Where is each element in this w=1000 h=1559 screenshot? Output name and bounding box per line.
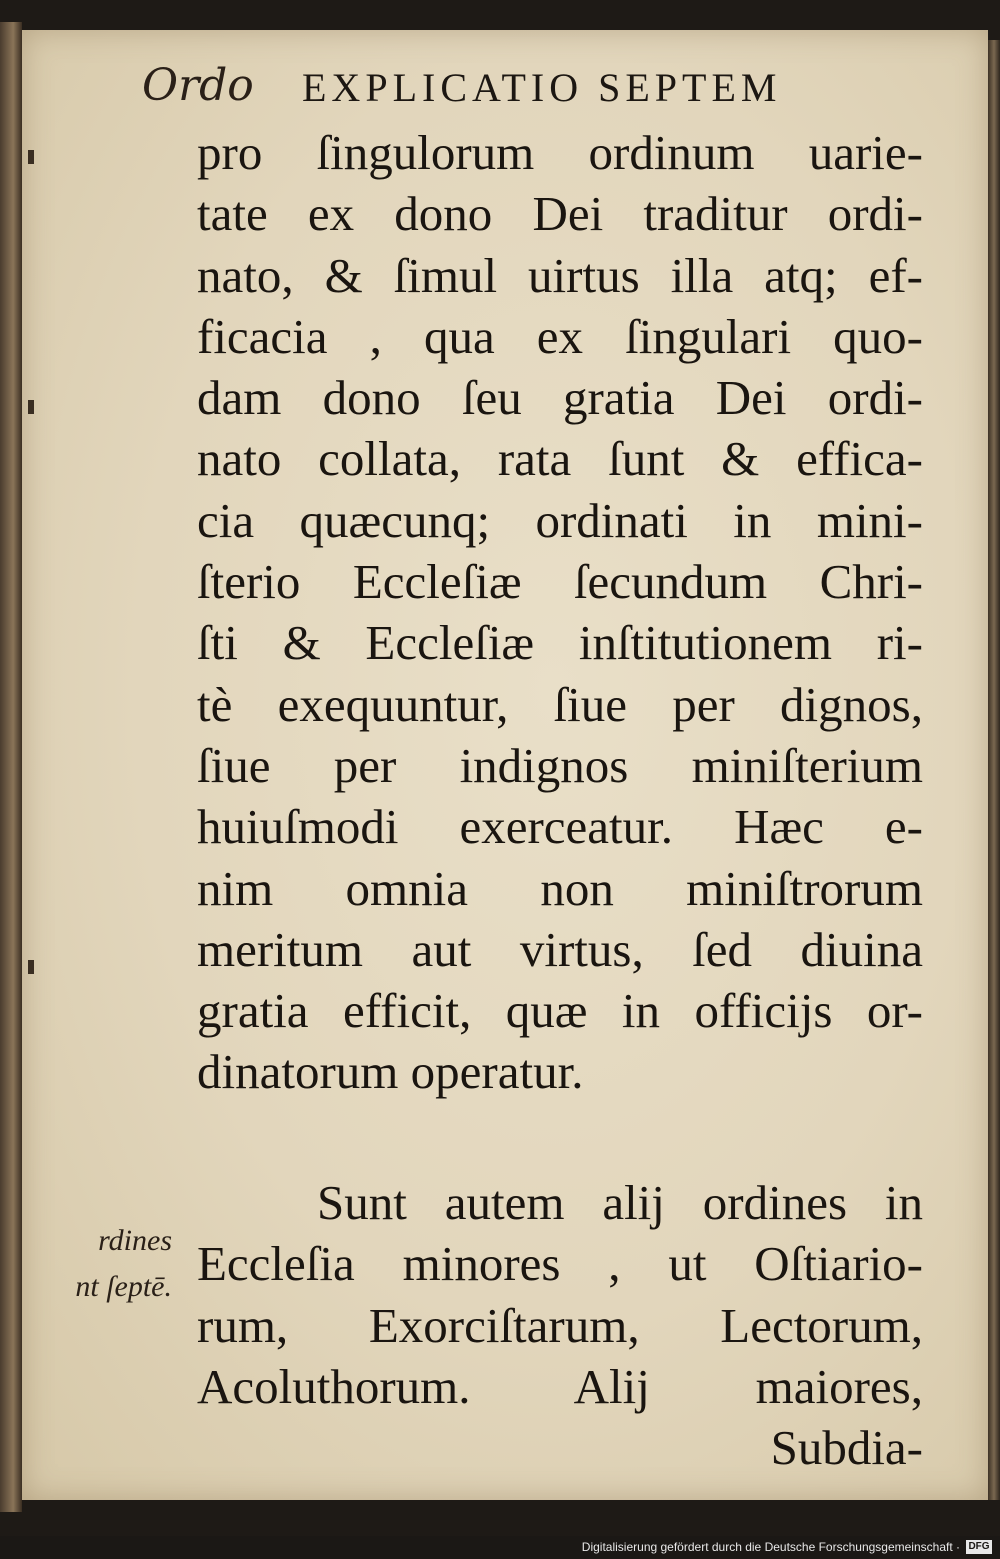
text-line: nato, & ſimul uirtus illa atq; ef- (197, 247, 923, 303)
text-line: nato collata, rata ſunt & effica- (197, 431, 923, 487)
paragraph-1 (197, 122, 923, 1103)
edge-mark (28, 400, 34, 414)
text-line: Eccleſia minores , ut Oſtiario- (197, 1236, 923, 1292)
book-cover-right-edge (988, 40, 1000, 1500)
text-line: dam dono ſeu gratia Dei ordi- (197, 370, 923, 426)
text-line: dinatorum operatur. (197, 1044, 584, 1100)
text-line: Sunt autem alij ordines in (317, 1175, 923, 1230)
margin-note-line: nt ſeptē. (75, 1270, 172, 1303)
catchword: Subdia- (770, 1420, 923, 1476)
edge-mark (28, 960, 34, 974)
footer-credit-bar (0, 1536, 1000, 1559)
text-line: nim omnia non miniſtrorum (197, 860, 923, 916)
text-line: huiuſmodi exerceatur. Hæc e- (197, 799, 923, 855)
paragraph-2 (197, 1172, 923, 1478)
margin-note (22, 1218, 172, 1310)
text-line: tè exequuntur, ſiue per dignos, (197, 676, 923, 732)
text-line: ſterio Eccleſiæ ſecundum Chri- (197, 554, 923, 610)
text-line: ſiue per indignos miniſterium (197, 737, 923, 793)
text-line: tate ex dono Dei traditur ordi- (197, 186, 923, 242)
running-head (142, 56, 962, 116)
text-line: gratia efficit, quæ in officijs or- (197, 983, 923, 1039)
text-line: ficacia , qua ex ſingulari quo- (197, 308, 923, 364)
text-line: pro ſingulorum ordinum uarie- (197, 125, 923, 180)
text-line: rum, Exorciſtarum, Lectorum, (197, 1297, 923, 1353)
handwritten-folio-note: Ordo (142, 60, 254, 111)
text-line: cia quæcunq; ordinati in mini- (197, 492, 923, 548)
text-line: meritum aut virtus, ſed diuina (197, 921, 923, 977)
book-page (22, 30, 988, 1500)
margin-note-line: rdines (98, 1224, 172, 1257)
running-head-title: EXPLICATIO SEPTEM (302, 65, 782, 110)
footer-credit-text: Digitalisierung gefördert durch die Deutsche Forschungsgemeinschaft · (581, 1540, 960, 1554)
book-cover-left-edge (0, 22, 22, 1512)
dfg-logo: DFG (966, 1540, 992, 1554)
text-line: ſti & Eccleſiæ inſtitutionem ri- (197, 615, 923, 671)
edge-mark (28, 150, 34, 164)
text-line: Acoluthorum. Alij maiores, (197, 1358, 923, 1414)
